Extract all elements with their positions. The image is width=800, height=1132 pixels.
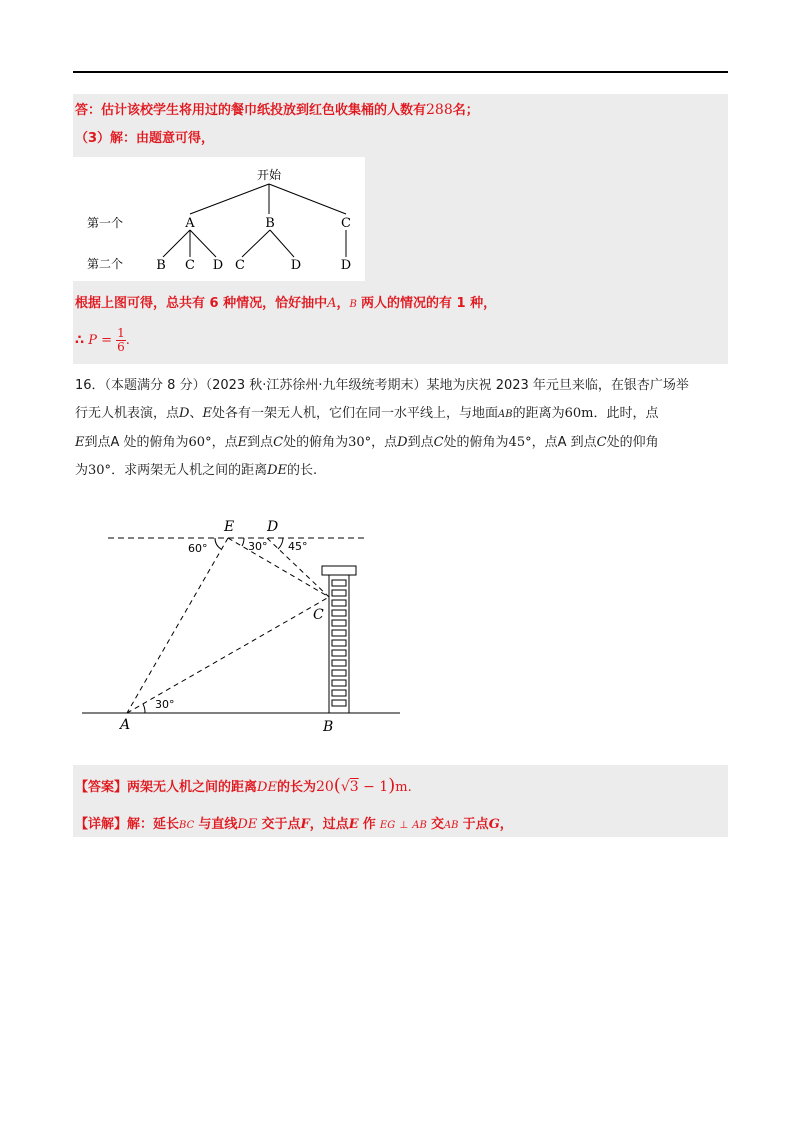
q16-line1: 16．（本题满分 8 分）（2023 秋·江苏徐州·九年级统考期末）某地为庆祝 2023 年元旦来临，在银杏广场举 (75, 378, 689, 393)
building (322, 566, 356, 713)
probability-fraction: $\frac{1}{6}$ (117, 326, 125, 354)
conclusion-line: 根据上图可得，总共有 6 种情况，恰好抽中A，B 两人的情况的有 1 种， (75, 296, 497, 311)
angle-45: 45° (288, 540, 308, 553)
detail16-line: 【详解】解：延长BC 与直线DE 交于点F，过点E 作 EG ⊥ AB 交AB 于点G， (75, 817, 513, 832)
angle-30-top: 30° (248, 540, 268, 553)
tree-svg (73, 157, 365, 281)
q16-line2: 行无人机表演，点D、E处各有一架无人机，它们在同一水平线上，与地面AB的距离为60m．此时，点 (75, 406, 659, 421)
label-d: D (267, 519, 279, 535)
label-c: C (313, 607, 324, 623)
question-16 (75, 375, 730, 482)
probability-line: ∴ P = $\frac{1}{6}$ . (75, 326, 130, 354)
tree-second-1: B (156, 258, 166, 273)
answer-line: 答：估计该校学生将用过的餐巾纸投放到红色收集桶的人数有288名； (75, 102, 479, 118)
geometry-figure (80, 515, 405, 740)
tree-root: 开始 (256, 168, 282, 182)
answer16-line: 【答案】两架无人机之间的距离DE的长为20(√3 − 1)m. (75, 775, 412, 796)
q16-line3: E到点A 处的俯角为60°，点E到点C处的俯角为30°，点D到点C处的俯角为45°，点A 到点C处的仰角 (75, 435, 659, 450)
q16-line4: 为30°．求两架无人机之间的距离DE的长. (75, 463, 318, 478)
label-e: E (224, 519, 235, 535)
tree-second-5: D (290, 258, 302, 273)
geometry-svg (80, 515, 405, 740)
tree-first-c: C (341, 216, 351, 231)
angle-60: 60° (188, 542, 208, 555)
header-rule (73, 71, 728, 73)
tree-second-4: C (235, 258, 245, 273)
tree-diagram (73, 157, 365, 281)
tree-row1-label: 第一个 (87, 216, 124, 230)
tree-second-3: D (212, 258, 224, 273)
tree-first-b: B (265, 216, 275, 231)
label-b: B (323, 719, 334, 735)
label-a: A (120, 717, 131, 733)
part3-label: （3）解：由题意可得， (75, 131, 215, 146)
angle-30-bottom: 30° (155, 698, 175, 711)
tree-second-6: D (340, 258, 352, 273)
sight-lines (127, 538, 329, 713)
tree-row2-label: 第二个 (87, 257, 124, 271)
tree-first-a: A (185, 216, 195, 231)
tree-second-2: C (185, 258, 195, 273)
